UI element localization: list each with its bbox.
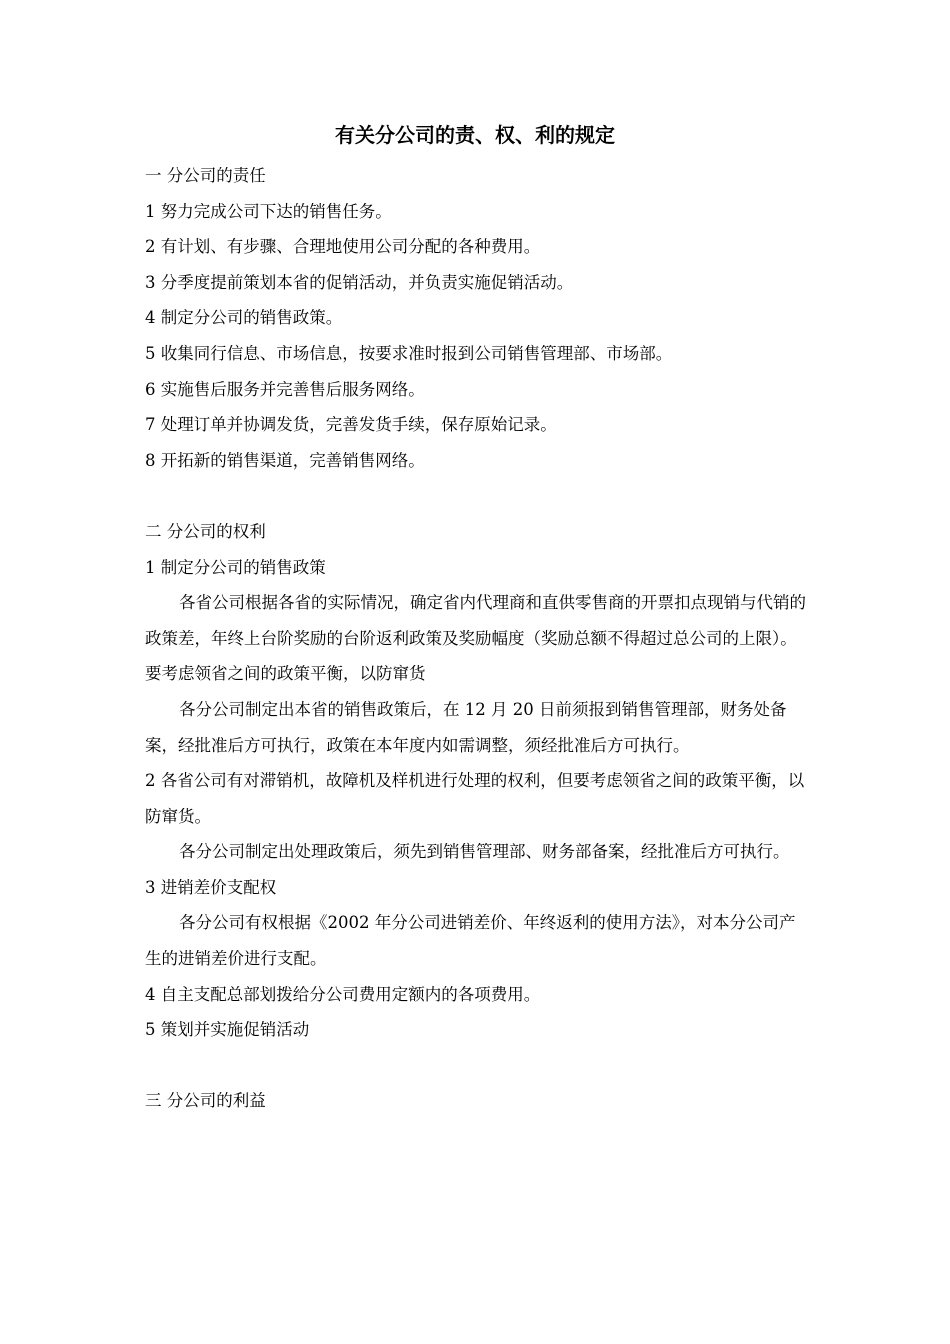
section3-heading: 三 分公司的利益: [145, 1091, 266, 1111]
blank-line: [145, 1048, 810, 1084]
section1-item-5: 5 收集同行信息、市场信息，按要求准时报到公司销售管理部、市场部。: [145, 343, 673, 363]
section1-item-6: 6 实施售后服务并完善售后服务网络。: [145, 379, 425, 399]
section1-item-7: 7 处理订单并协调发货，完善发货手续，保存原始记录。: [145, 415, 557, 435]
section2-item-1-paragraph-1: 各省公司根据各省的实际情况，确定省内代理商和直供零售商的开票扣点现销与代销的政策差，年终上台阶奖励的台阶返利政策及奖励幅度（奖励总额不得超过总公司的上限）。要考虑领省之间的政策平衡，以防窜货: [145, 593, 806, 684]
section1-item-3: 3 分季度提前策划本省的促销活动，并负责实施促销活动。: [145, 272, 574, 292]
document-title: 有关分公司的责、权、利的规定: [335, 123, 615, 147]
section2-item-4: 4 自主支配总部划拨给分公司费用定额内的各项费用。: [145, 984, 541, 1004]
section2-item-1-paragraph-2: 各分公司制定出本省的销售政策后，在 12 月 20 日前须报到销售管理部，财务处备案，经批准后方可执行，政策在本年度内如需调整，须经批准后方可执行。: [145, 699, 787, 755]
section2-heading: 二 分公司的权利: [145, 521, 266, 541]
section2-item-1: 1 制定分公司的销售政策: [145, 557, 326, 577]
section2-item-3-paragraph-1: 各分公司有权根据《2002 年分公司进销差价、年终返利的使用方法》，对本分公司产生的进销差价进行支配。: [145, 913, 796, 969]
section1-item-4: 4 制定分公司的销售政策。: [145, 308, 343, 328]
section1-item-8: 8 开拓新的销售渠道，完善销售网络。: [145, 450, 425, 470]
blank-line: [145, 478, 810, 514]
section2-item-3: 3 进销差价支配权: [145, 877, 277, 897]
section2-item-5: 5 策划并实施促销活动: [145, 1020, 310, 1040]
section1-heading: 一 分公司的责任: [145, 166, 266, 185]
section2-item-2-paragraph-1: 各分公司制定出处理政策后，须先到销售管理部、财务部备案，经批准后方可执行。: [179, 842, 790, 862]
document-body: [145, 158, 810, 1119]
section2-item-2: 2 各省公司有对滞销机，故障机及样机进行处理的权利，但要考虑领省之间的政策平衡，以防窜货。: [145, 771, 805, 826]
section1-item-2: 2 有计划、有步骤、合理地使用公司分配的各种费用。: [145, 237, 541, 257]
section1-item-1: 1 努力完成公司下达的销售任务。: [145, 201, 392, 221]
